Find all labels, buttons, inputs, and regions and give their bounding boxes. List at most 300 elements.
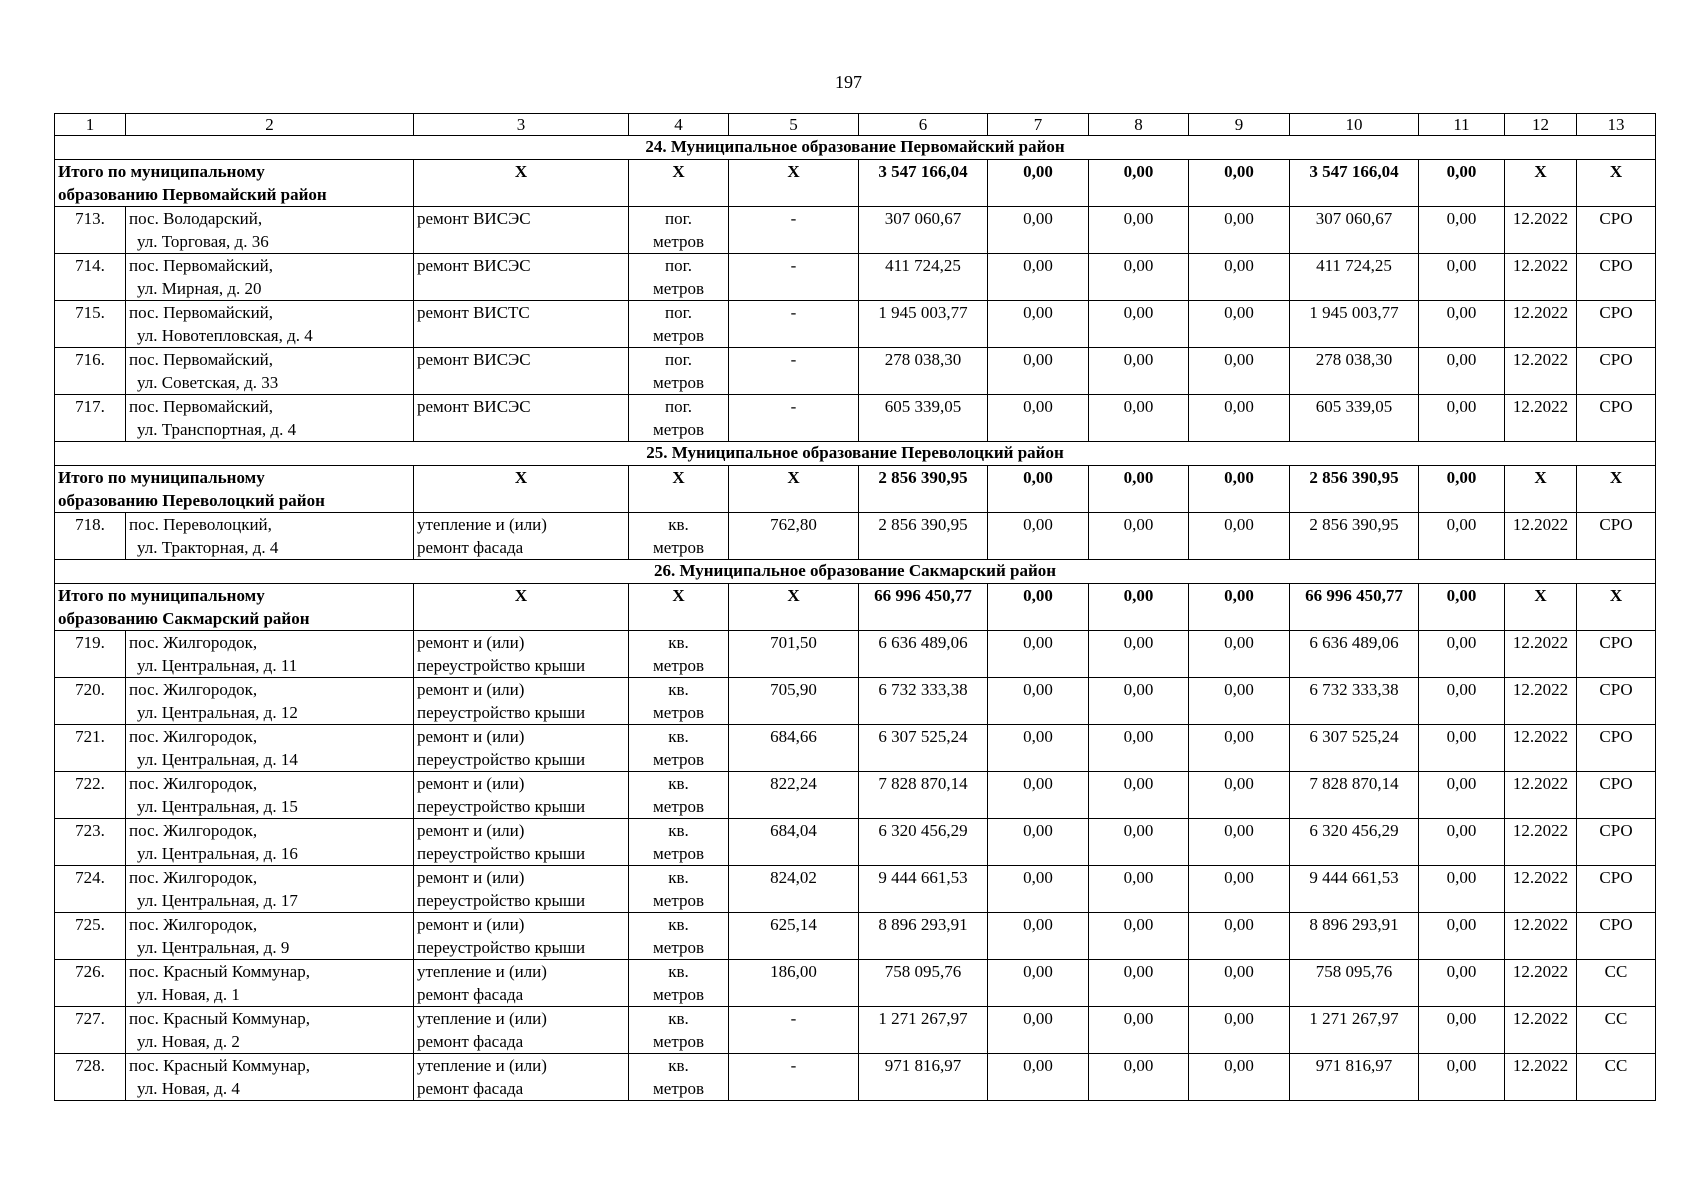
- table-row: [55, 301, 1656, 348]
- address-line-2: ул. Центральная, д. 11: [137, 656, 298, 675]
- unit-line-2: метров: [653, 656, 704, 675]
- table-row: [55, 513, 1656, 560]
- address-cell: [126, 207, 414, 254]
- unit-cell: [629, 1007, 729, 1054]
- cell-col-9: 0,00: [1189, 960, 1290, 1007]
- total-cell-8: 0,00: [1089, 584, 1189, 631]
- cell-col-6: 971 816,97: [859, 1054, 988, 1101]
- cell-col-11: 0,00: [1419, 1054, 1505, 1101]
- cell-col-11: 0,00: [1419, 395, 1505, 442]
- cell-col-10: 1 271 267,97: [1290, 1007, 1419, 1054]
- row-number: 716.: [55, 348, 126, 395]
- column-number-6: 6: [859, 114, 988, 136]
- address-line-1: пос. Переволоцкий,: [129, 515, 272, 534]
- cell-col-7: 0,00: [988, 725, 1089, 772]
- row-number: 718.: [55, 513, 126, 560]
- table-row: [55, 819, 1656, 866]
- cell-col-6: 6 320 456,29: [859, 819, 988, 866]
- cell-col-10: 6 307 525,24: [1290, 725, 1419, 772]
- cell-col-5: -: [729, 395, 859, 442]
- unit-cell: [629, 819, 729, 866]
- unit-line-1: пог.: [665, 256, 692, 275]
- total-cell-13: Х: [1577, 466, 1656, 513]
- cell-col-10: 971 816,97: [1290, 1054, 1419, 1101]
- cell-col-13: СС: [1577, 1007, 1656, 1054]
- unit-line-1: кв.: [668, 633, 689, 652]
- work-type-line-1: ремонт ВИСЭС: [417, 256, 531, 275]
- unit-line-1: кв.: [668, 1009, 689, 1028]
- total-cell-7: 0,00: [988, 466, 1089, 513]
- total-cell-6: 2 856 390,95: [859, 466, 988, 513]
- cell-col-10: 278 038,30: [1290, 348, 1419, 395]
- section-title: 25. Муниципальное образование Переволоцкий район: [55, 442, 1656, 466]
- work-type-cell: [414, 513, 629, 560]
- address-cell: [126, 866, 414, 913]
- cell-col-6: 411 724,25: [859, 254, 988, 301]
- row-number: 714.: [55, 254, 126, 301]
- cell-col-5: 684,04: [729, 819, 859, 866]
- address-cell: [126, 513, 414, 560]
- address-line-1: пос. Жилгородок,: [129, 774, 258, 793]
- cell-col-7: 0,00: [988, 207, 1089, 254]
- page-number: 197: [835, 72, 862, 92]
- cell-col-9: 0,00: [1189, 254, 1290, 301]
- cell-col-6: 9 444 661,53: [859, 866, 988, 913]
- unit-cell: [629, 395, 729, 442]
- total-cell-11: 0,00: [1419, 584, 1505, 631]
- section-total-row: [55, 160, 1656, 207]
- address-cell: [126, 678, 414, 725]
- address-line-1: пос. Жилгородок,: [129, 727, 258, 746]
- cell-col-13: СРО: [1577, 395, 1656, 442]
- cell-col-11: 0,00: [1419, 960, 1505, 1007]
- cell-col-5: -: [729, 301, 859, 348]
- cell-col-5: 822,24: [729, 772, 859, 819]
- cell-col-12: 12.2022: [1505, 1054, 1577, 1101]
- row-number: 713.: [55, 207, 126, 254]
- unit-line-2: метров: [653, 1079, 704, 1098]
- cell-col-5: 625,14: [729, 913, 859, 960]
- total-label-line-2: образованию Первомайский район: [58, 185, 327, 204]
- cell-col-7: 0,00: [988, 513, 1089, 560]
- work-type-cell: [414, 1007, 629, 1054]
- unit-cell: [629, 772, 729, 819]
- address-line-1: пос. Первомайский,: [129, 350, 274, 369]
- cell-col-13: СРО: [1577, 301, 1656, 348]
- cell-col-8: 0,00: [1089, 395, 1189, 442]
- cell-col-12: 12.2022: [1505, 1007, 1577, 1054]
- total-cell-6: 3 547 166,04: [859, 160, 988, 207]
- cell-col-8: 0,00: [1089, 301, 1189, 348]
- work-type-cell: [414, 207, 629, 254]
- cell-col-6: 6 732 333,38: [859, 678, 988, 725]
- work-type-cell: [414, 631, 629, 678]
- cell-col-8: 0,00: [1089, 819, 1189, 866]
- row-number: 715.: [55, 301, 126, 348]
- total-cell-4: Х: [629, 584, 729, 631]
- column-number-5: 5: [729, 114, 859, 136]
- cell-col-6: 278 038,30: [859, 348, 988, 395]
- cell-col-12: 12.2022: [1505, 866, 1577, 913]
- work-type-line-1: ремонт ВИСТС: [417, 303, 530, 322]
- unit-cell: [629, 866, 729, 913]
- unit-line-1: кв.: [668, 962, 689, 981]
- cell-col-7: 0,00: [988, 395, 1089, 442]
- cell-col-13: СРО: [1577, 913, 1656, 960]
- total-cell-10: 2 856 390,95: [1290, 466, 1419, 513]
- address-line-2: ул. Центральная, д. 9: [137, 938, 290, 957]
- total-cell-8: 0,00: [1089, 466, 1189, 513]
- unit-cell: [629, 1054, 729, 1101]
- unit-line-2: метров: [653, 844, 704, 863]
- address-cell: [126, 725, 414, 772]
- total-label: [55, 160, 414, 207]
- address-line-1: пос. Первомайский,: [129, 256, 274, 275]
- address-cell: [126, 960, 414, 1007]
- work-type-cell: [414, 913, 629, 960]
- column-number-4: 4: [629, 114, 729, 136]
- total-cell-4: Х: [629, 160, 729, 207]
- total-cell-9: 0,00: [1189, 160, 1290, 207]
- column-number-1: 1: [55, 114, 126, 136]
- table-row: [55, 348, 1656, 395]
- cell-col-8: 0,00: [1089, 866, 1189, 913]
- cell-col-5: 186,00: [729, 960, 859, 1007]
- cell-col-8: 0,00: [1089, 725, 1189, 772]
- total-cell-7: 0,00: [988, 584, 1089, 631]
- unit-cell: [629, 678, 729, 725]
- address-cell: [126, 819, 414, 866]
- work-type-line-1: ремонт и (или): [417, 915, 525, 934]
- table-row: [55, 725, 1656, 772]
- cell-col-8: 0,00: [1089, 631, 1189, 678]
- address-line-2: ул. Центральная, д. 15: [137, 797, 298, 816]
- address-line-1: пос. Жилгородок,: [129, 821, 258, 840]
- total-label-line-1: Итого по муниципальному: [58, 162, 265, 181]
- unit-cell: [629, 207, 729, 254]
- unit-line-1: пог.: [665, 303, 692, 322]
- table-row: [55, 960, 1656, 1007]
- work-type-line-2: ремонт фасада: [417, 1032, 524, 1051]
- unit-line-2: метров: [653, 938, 704, 957]
- address-cell: [126, 348, 414, 395]
- unit-line-2: метров: [653, 279, 704, 298]
- section-title-row: [55, 442, 1656, 466]
- cell-col-7: 0,00: [988, 960, 1089, 1007]
- work-type-cell: [414, 772, 629, 819]
- cell-col-12: 12.2022: [1505, 348, 1577, 395]
- cell-col-6: 6 307 525,24: [859, 725, 988, 772]
- work-type-cell: [414, 1054, 629, 1101]
- section-title: 26. Муниципальное образование Сакмарский район: [55, 560, 1656, 584]
- cell-col-11: 0,00: [1419, 819, 1505, 866]
- table-row: [55, 678, 1656, 725]
- row-number: 725.: [55, 913, 126, 960]
- unit-cell: [629, 513, 729, 560]
- cell-col-13: СС: [1577, 1054, 1656, 1101]
- row-number: 724.: [55, 866, 126, 913]
- total-cell-10: 3 547 166,04: [1290, 160, 1419, 207]
- cell-col-9: 0,00: [1189, 866, 1290, 913]
- address-line-1: пос. Жилгородок,: [129, 680, 258, 699]
- cell-col-13: СРО: [1577, 254, 1656, 301]
- cell-col-6: 8 896 293,91: [859, 913, 988, 960]
- cell-col-12: 12.2022: [1505, 513, 1577, 560]
- total-cell-3: Х: [414, 584, 629, 631]
- work-type-cell: [414, 960, 629, 1007]
- table-row: [55, 1054, 1656, 1101]
- cell-col-12: 12.2022: [1505, 772, 1577, 819]
- cell-col-7: 0,00: [988, 301, 1089, 348]
- work-type-line-1: утепление и (или): [417, 1009, 547, 1028]
- work-type-line-2: ремонт фасада: [417, 985, 524, 1004]
- work-type-line-1: ремонт ВИСЭС: [417, 397, 531, 416]
- total-label: [55, 466, 414, 513]
- cell-col-9: 0,00: [1189, 1007, 1290, 1054]
- work-type-line-2: переустройство крыши: [417, 656, 586, 675]
- unit-line-1: кв.: [668, 515, 689, 534]
- address-line-2: ул. Советская, д. 33: [137, 373, 279, 392]
- cell-col-12: 12.2022: [1505, 301, 1577, 348]
- row-number: 721.: [55, 725, 126, 772]
- section-title-row: [55, 136, 1656, 160]
- cell-col-13: СРО: [1577, 513, 1656, 560]
- unit-cell: [629, 301, 729, 348]
- cell-col-5: 824,02: [729, 866, 859, 913]
- address-cell: [126, 395, 414, 442]
- cell-col-9: 0,00: [1189, 913, 1290, 960]
- cell-col-9: 0,00: [1189, 1054, 1290, 1101]
- cell-col-7: 0,00: [988, 772, 1089, 819]
- address-line-1: пос. Жилгородок,: [129, 915, 258, 934]
- work-type-line-2: переустройство крыши: [417, 844, 586, 863]
- total-cell-5: Х: [729, 466, 859, 513]
- row-number: 726.: [55, 960, 126, 1007]
- cell-col-11: 0,00: [1419, 772, 1505, 819]
- unit-cell: [629, 960, 729, 1007]
- total-cell-3: Х: [414, 466, 629, 513]
- cell-col-9: 0,00: [1189, 207, 1290, 254]
- cell-col-8: 0,00: [1089, 254, 1189, 301]
- unit-line-1: кв.: [668, 727, 689, 746]
- cell-col-13: СС: [1577, 960, 1656, 1007]
- cell-col-11: 0,00: [1419, 1007, 1505, 1054]
- total-cell-5: Х: [729, 584, 859, 631]
- work-type-line-2: ремонт фасада: [417, 1079, 524, 1098]
- total-cell-12: Х: [1505, 584, 1577, 631]
- work-type-line-2: переустройство крыши: [417, 703, 586, 722]
- unit-line-1: кв.: [668, 774, 689, 793]
- cell-col-7: 0,00: [988, 819, 1089, 866]
- cell-col-6: 1 271 267,97: [859, 1007, 988, 1054]
- cell-col-10: 758 095,76: [1290, 960, 1419, 1007]
- address-line-1: пос. Володарский,: [129, 209, 263, 228]
- unit-line-2: метров: [653, 326, 704, 345]
- row-number: 722.: [55, 772, 126, 819]
- cell-col-10: 6 732 333,38: [1290, 678, 1419, 725]
- unit-line-1: пог.: [665, 209, 692, 228]
- address-line-2: ул. Новая, д. 2: [137, 1032, 240, 1051]
- cell-col-13: СРО: [1577, 725, 1656, 772]
- address-cell: [126, 1054, 414, 1101]
- total-cell-12: Х: [1505, 466, 1577, 513]
- work-type-line-1: ремонт и (или): [417, 774, 525, 793]
- cell-col-8: 0,00: [1089, 772, 1189, 819]
- address-cell: [126, 631, 414, 678]
- section-title: 24. Муниципальное образование Первомайский район: [55, 136, 1656, 160]
- row-number: 717.: [55, 395, 126, 442]
- work-type-cell: [414, 725, 629, 772]
- cell-col-8: 0,00: [1089, 960, 1189, 1007]
- column-number-header-row: [55, 114, 1656, 136]
- column-number-12: 12: [1505, 114, 1577, 136]
- total-label-line-1: Итого по муниципальному: [58, 586, 265, 605]
- cell-col-10: 6 320 456,29: [1290, 819, 1419, 866]
- total-label-line-2: образованию Сакмарский район: [58, 609, 310, 628]
- unit-line-2: метров: [653, 538, 704, 557]
- total-cell-11: 0,00: [1419, 160, 1505, 207]
- row-number: 720.: [55, 678, 126, 725]
- unit-cell: [629, 913, 729, 960]
- address-line-1: пос. Красный Коммунар,: [129, 1009, 310, 1028]
- work-type-line-2: переустройство крыши: [417, 938, 586, 957]
- cell-col-8: 0,00: [1089, 207, 1189, 254]
- cell-col-13: СРО: [1577, 866, 1656, 913]
- cell-col-8: 0,00: [1089, 678, 1189, 725]
- total-label: [55, 584, 414, 631]
- address-line-1: пос. Первомайский,: [129, 397, 274, 416]
- cell-col-9: 0,00: [1189, 631, 1290, 678]
- work-type-line-2: переустройство крыши: [417, 891, 586, 910]
- cell-col-12: 12.2022: [1505, 678, 1577, 725]
- table-row: [55, 254, 1656, 301]
- cell-col-7: 0,00: [988, 866, 1089, 913]
- cell-col-5: 705,90: [729, 678, 859, 725]
- cell-col-7: 0,00: [988, 254, 1089, 301]
- table-row: [55, 631, 1656, 678]
- total-cell-13: Х: [1577, 584, 1656, 631]
- cell-col-8: 0,00: [1089, 913, 1189, 960]
- row-number: 727.: [55, 1007, 126, 1054]
- table-row: [55, 866, 1656, 913]
- cell-col-13: СРО: [1577, 678, 1656, 725]
- cell-col-5: 762,80: [729, 513, 859, 560]
- work-type-line-1: ремонт и (или): [417, 633, 525, 652]
- cell-col-10: 7 828 870,14: [1290, 772, 1419, 819]
- work-type-line-1: ремонт и (или): [417, 727, 525, 746]
- cell-col-9: 0,00: [1189, 395, 1290, 442]
- column-number-3: 3: [414, 114, 629, 136]
- cell-col-8: 0,00: [1089, 348, 1189, 395]
- unit-line-1: пог.: [665, 397, 692, 416]
- total-cell-13: Х: [1577, 160, 1656, 207]
- cell-col-13: СРО: [1577, 772, 1656, 819]
- cell-col-9: 0,00: [1189, 513, 1290, 560]
- cell-col-6: 307 060,67: [859, 207, 988, 254]
- cell-col-7: 0,00: [988, 1007, 1089, 1054]
- unit-line-2: метров: [653, 750, 704, 769]
- cell-col-12: 12.2022: [1505, 819, 1577, 866]
- unit-line-2: метров: [653, 420, 704, 439]
- address-line-1: пос. Первомайский,: [129, 303, 274, 322]
- cell-col-8: 0,00: [1089, 1054, 1189, 1101]
- address-cell: [126, 301, 414, 348]
- cell-col-10: 9 444 661,53: [1290, 866, 1419, 913]
- cell-col-11: 0,00: [1419, 348, 1505, 395]
- unit-line-2: метров: [653, 985, 704, 1004]
- table-row: [55, 913, 1656, 960]
- row-number: 719.: [55, 631, 126, 678]
- cell-col-11: 0,00: [1419, 678, 1505, 725]
- work-type-line-1: ремонт и (или): [417, 680, 525, 699]
- column-number-13: 13: [1577, 114, 1656, 136]
- unit-line-2: метров: [653, 373, 704, 392]
- cell-col-12: 12.2022: [1505, 913, 1577, 960]
- cell-col-10: 605 339,05: [1290, 395, 1419, 442]
- cell-col-7: 0,00: [988, 348, 1089, 395]
- cell-col-11: 0,00: [1419, 913, 1505, 960]
- cell-col-11: 0,00: [1419, 254, 1505, 301]
- unit-cell: [629, 254, 729, 301]
- cell-col-11: 0,00: [1419, 301, 1505, 348]
- total-cell-9: 0,00: [1189, 466, 1290, 513]
- address-cell: [126, 1007, 414, 1054]
- column-number-11: 11: [1419, 114, 1505, 136]
- address-line-2: ул. Центральная, д. 14: [137, 750, 298, 769]
- address-line-2: ул. Мирная, д. 20: [137, 279, 262, 298]
- work-type-line-1: утепление и (или): [417, 515, 547, 534]
- cell-col-11: 0,00: [1419, 513, 1505, 560]
- cell-col-12: 12.2022: [1505, 725, 1577, 772]
- row-number: 728.: [55, 1054, 126, 1101]
- cell-col-10: 411 724,25: [1290, 254, 1419, 301]
- cell-col-5: -: [729, 254, 859, 301]
- address-line-2: ул. Торговая, д. 36: [137, 232, 269, 251]
- cell-col-8: 0,00: [1089, 1007, 1189, 1054]
- work-type-line-1: ремонт ВИСЭС: [417, 350, 531, 369]
- unit-cell: [629, 631, 729, 678]
- address-line-2: ул. Центральная, д. 16: [137, 844, 298, 863]
- cell-col-7: 0,00: [988, 913, 1089, 960]
- section-total-row: [55, 466, 1656, 513]
- cell-col-5: -: [729, 1054, 859, 1101]
- address-cell: [126, 772, 414, 819]
- work-type-line-1: ремонт и (или): [417, 821, 525, 840]
- cell-col-5: 701,50: [729, 631, 859, 678]
- cell-col-6: 7 828 870,14: [859, 772, 988, 819]
- cell-col-7: 0,00: [988, 678, 1089, 725]
- column-number-2: 2: [126, 114, 414, 136]
- cell-col-9: 0,00: [1189, 725, 1290, 772]
- cell-col-11: 0,00: [1419, 866, 1505, 913]
- work-schedule-table: [54, 113, 1656, 1101]
- unit-line-2: метров: [653, 703, 704, 722]
- work-type-cell: [414, 254, 629, 301]
- total-cell-8: 0,00: [1089, 160, 1189, 207]
- unit-line-1: кв.: [668, 821, 689, 840]
- unit-line-1: пог.: [665, 350, 692, 369]
- cell-col-6: 758 095,76: [859, 960, 988, 1007]
- cell-col-12: 12.2022: [1505, 631, 1577, 678]
- work-type-cell: [414, 301, 629, 348]
- address-line-2: ул. Центральная, д. 12: [137, 703, 298, 722]
- total-cell-9: 0,00: [1189, 584, 1290, 631]
- cell-col-6: 1 945 003,77: [859, 301, 988, 348]
- table-row: [55, 207, 1656, 254]
- cell-col-12: 12.2022: [1505, 207, 1577, 254]
- work-type-cell: [414, 866, 629, 913]
- cell-col-13: СРО: [1577, 631, 1656, 678]
